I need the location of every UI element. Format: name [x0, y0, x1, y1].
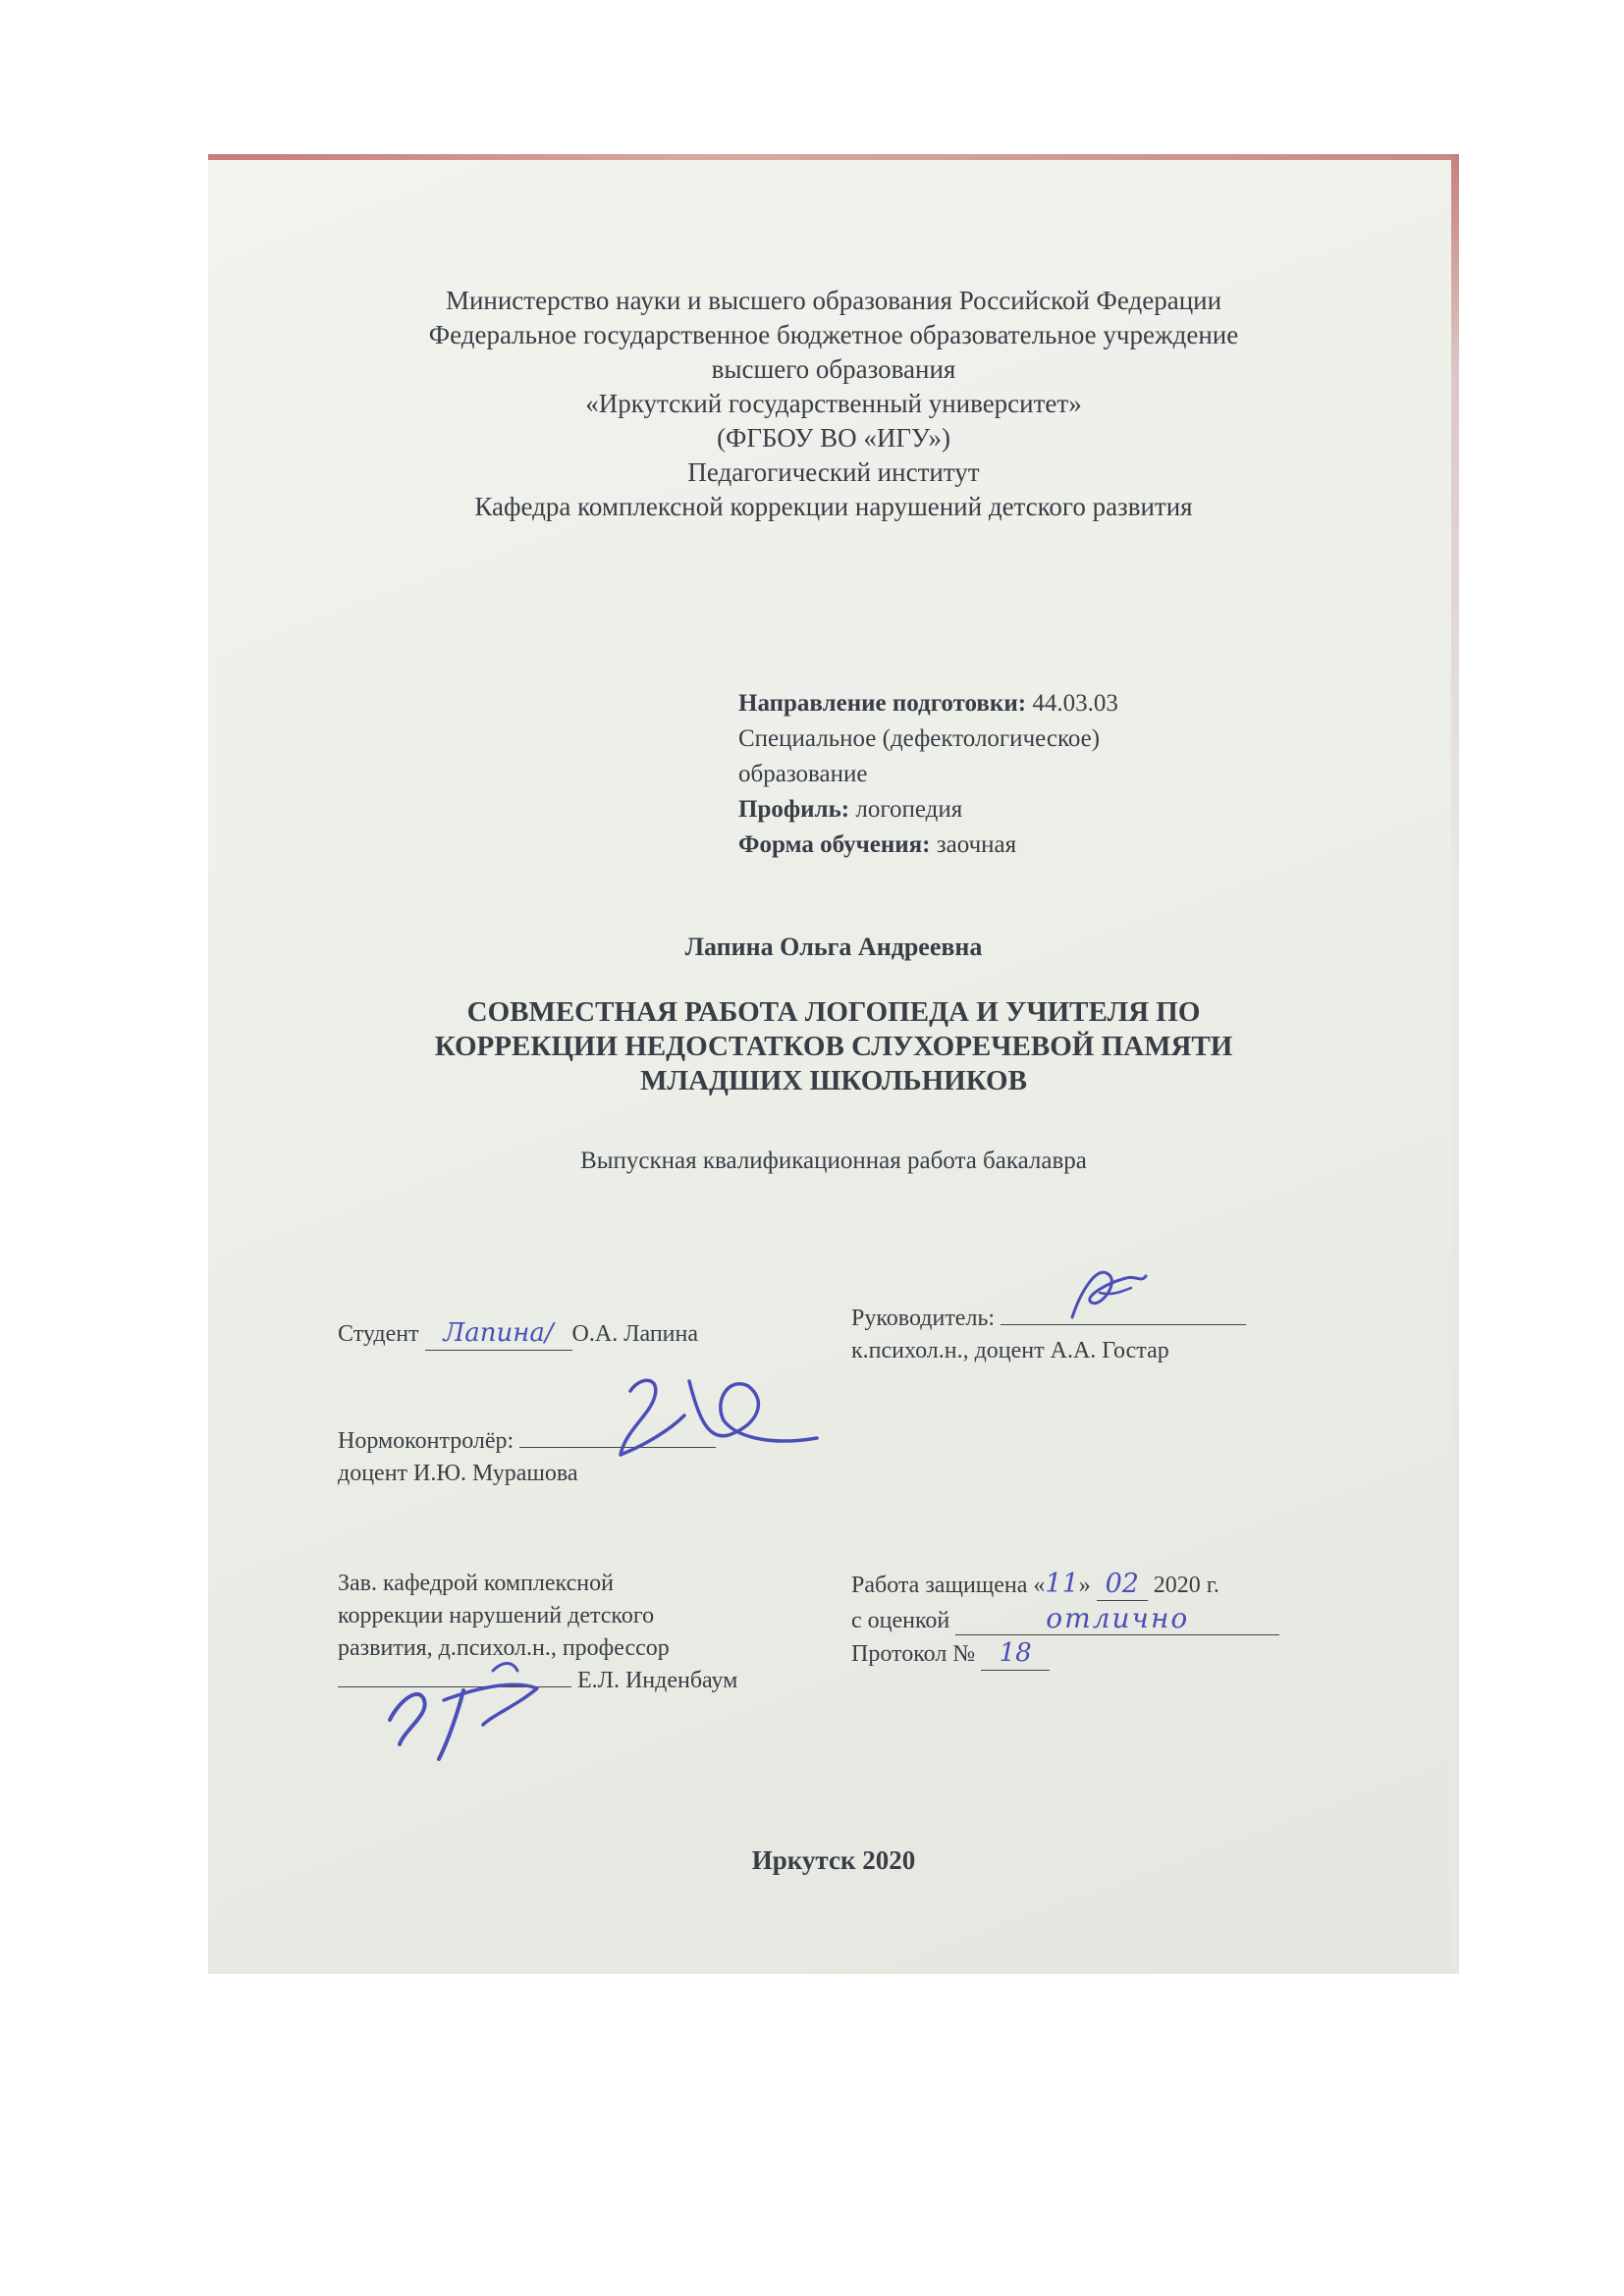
- profile-value: логопедия: [855, 796, 963, 823]
- head-name: Е.Л. Инденбаум: [577, 1668, 738, 1693]
- defense-prefix: Работа защищена «: [851, 1573, 1046, 1598]
- head-line1: Зав. кафедрой комплексной: [338, 1571, 614, 1596]
- defense-month: 02: [1097, 1568, 1148, 1601]
- direction-value: 44.03.03: [1032, 690, 1118, 717]
- defense-year: 2020 г.: [1153, 1573, 1219, 1598]
- title-line: СОВМЕСТНАЯ РАБОТА ЛОГОПЕДА И УЧИТЕЛЯ ПО: [466, 996, 1201, 1028]
- protocol-row: [851, 1637, 1381, 1671]
- student-label: Студент: [338, 1321, 419, 1347]
- supervisor-block: [851, 1303, 1362, 1367]
- grade-value: отлично: [955, 1602, 1279, 1635]
- header-line: (ФГБОУ ВО «ИГУ»): [717, 423, 950, 453]
- title-line: КОРРЕКЦИИ НЕДОСТАТКОВ СЛУХОРЕЧЕВОЙ ПАМЯТИ: [434, 1031, 1233, 1062]
- student-handwritten-signature: Лапина/: [425, 1317, 572, 1351]
- normcontrol-signature-line: [519, 1447, 716, 1448]
- profile-row: [738, 792, 1288, 828]
- header-line: «Иркутский государственный университет»: [585, 389, 1082, 418]
- protocol-value: 18: [981, 1637, 1050, 1671]
- title-line: МЛАДШИХ ШКОЛЬНИКОВ: [640, 1065, 1027, 1096]
- grade-label: с оценкой: [851, 1608, 950, 1633]
- head-of-department-block: [338, 1568, 809, 1697]
- defense-date-row: [851, 1568, 1381, 1602]
- grade-row: [851, 1602, 1381, 1637]
- form-value: заочная: [936, 831, 1017, 858]
- direction-label: Направление подготовки:: [738, 690, 1027, 717]
- defense-sep: »: [1078, 1573, 1091, 1598]
- institution-header: [208, 284, 1459, 524]
- thesis-title: [208, 995, 1459, 1098]
- document-photo: [208, 154, 1459, 1974]
- direction-line3: образование: [738, 761, 868, 787]
- direction-row: [738, 686, 1288, 721]
- defense-block: [851, 1568, 1381, 1671]
- work-type: Выпускная квалификационная работа бакалавра: [580, 1148, 1087, 1174]
- head-line2: коррекции нарушений детского: [338, 1603, 655, 1629]
- normcontrol-block: [338, 1425, 799, 1490]
- author-name: Лапина Ольга Андреевна: [684, 933, 983, 961]
- protocol-label: Протокол №: [851, 1641, 976, 1667]
- study-info: [738, 686, 1288, 863]
- student-name: О.А. Лапина: [571, 1321, 699, 1347]
- header-line: Федеральное государственное бюджетное образовательное учреждение: [428, 320, 1239, 349]
- header-line: Педагогический институт: [687, 457, 980, 487]
- supervisor-label: Руководитель:: [851, 1306, 996, 1331]
- head-signature-line: [338, 1686, 571, 1687]
- form-row: [738, 828, 1288, 863]
- defense-day: 11: [1045, 1569, 1079, 1599]
- header-line: высшего образования: [711, 354, 956, 384]
- normcontrol-label: Нормоконтролёр:: [338, 1428, 514, 1454]
- form-label: Форма обучения:: [738, 831, 931, 858]
- header-line: Министерство науки и высшего образования Российской Федерации: [445, 286, 1222, 315]
- header-line: Кафедра комплексной коррекции нарушений детского развития: [474, 492, 1193, 521]
- direction-line2: Специальное (дефектологическое): [738, 725, 1101, 752]
- profile-label: Профиль:: [738, 796, 850, 823]
- head-line3: развития, д.психол.н., профессор: [338, 1635, 670, 1661]
- supervisor-name: к.психол.н., доцент А.А. Гостар: [851, 1338, 1169, 1363]
- normcontrol-name: доцент И.Ю. Мурашова: [338, 1461, 578, 1486]
- student-signature-row: [338, 1317, 799, 1351]
- supervisor-signature-line: [1001, 1324, 1246, 1325]
- city-year: Иркутск 2020: [751, 1845, 916, 1875]
- cover-edge-top: [208, 154, 1459, 160]
